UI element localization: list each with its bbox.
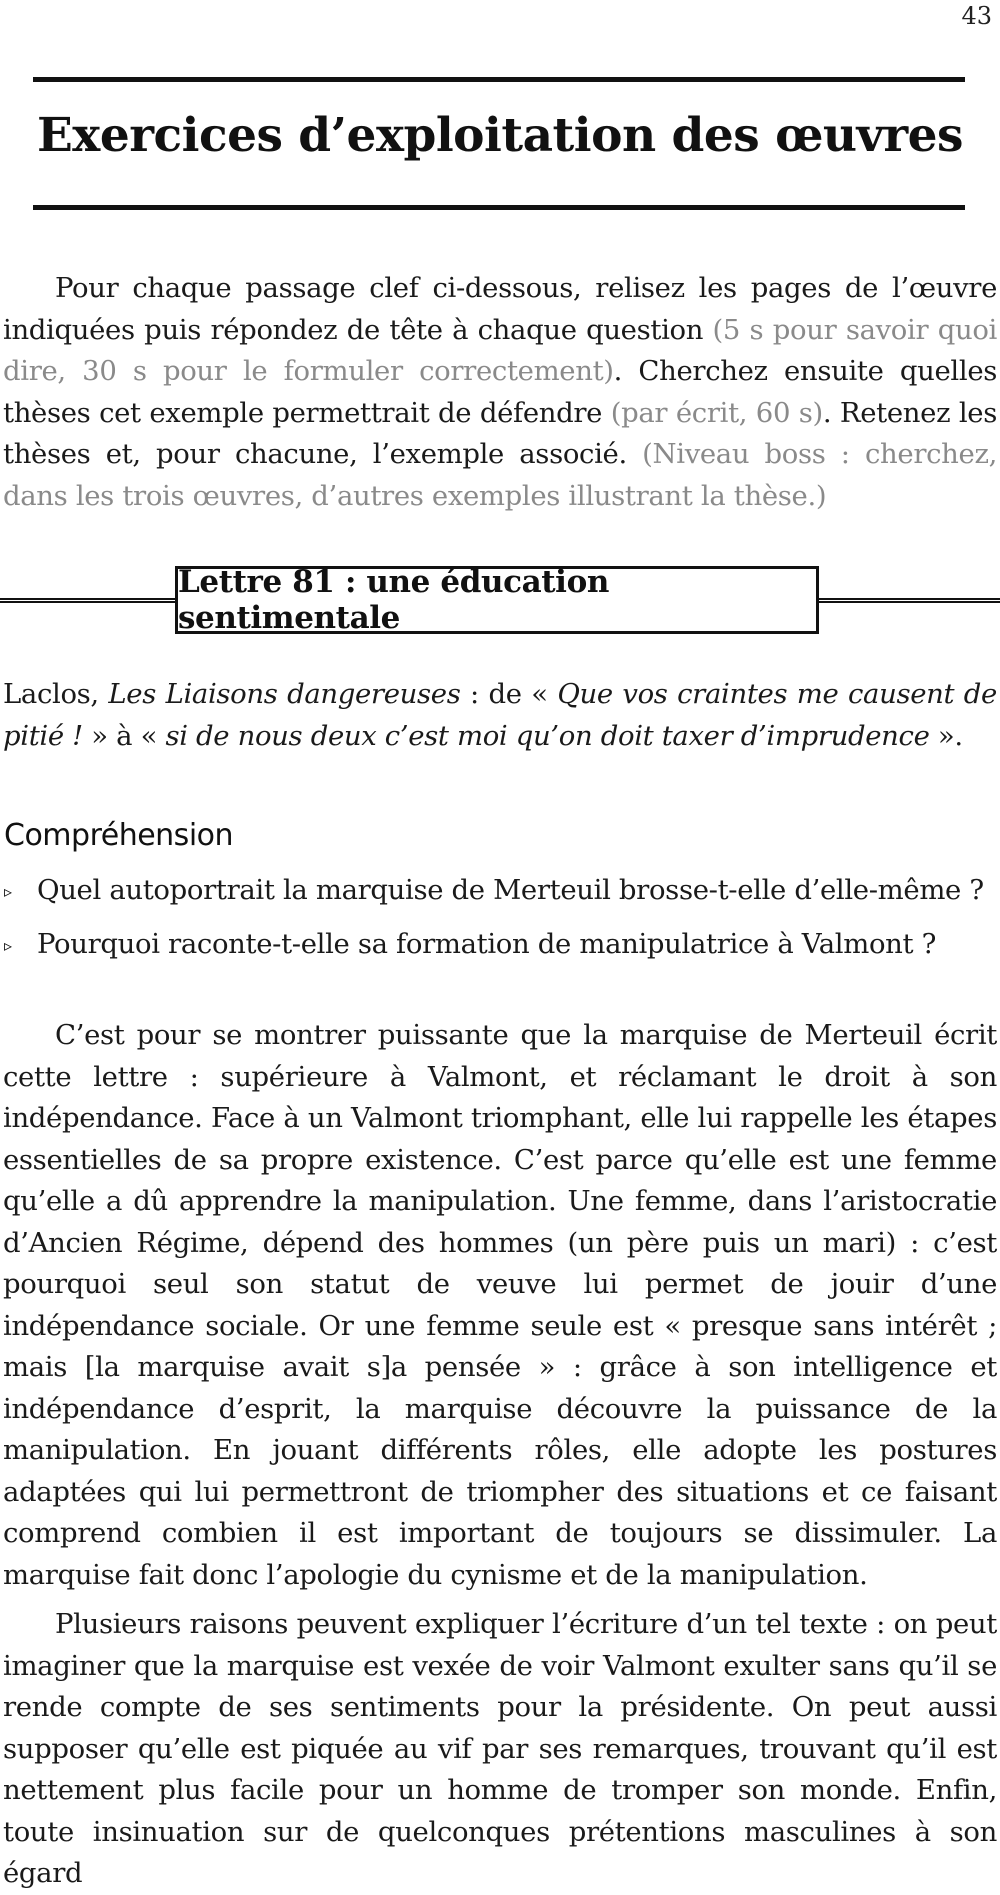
title-rule-bottom [33, 205, 965, 210]
question-text: Quel autoportrait la marquise de Merteuil brosse-t-elle d’elle-même ? [37, 874, 984, 906]
source-author: Laclos, [3, 678, 109, 710]
intro-text-2: . Cherchez ensuite quelles thèses cet exemple permettrait de défendre [3, 355, 997, 429]
comprehension-heading: Compréhension [4, 818, 234, 853]
intro-writing-note: (par écrit, 60 s) [610, 396, 823, 429]
question-text: Pourquoi raconte-t-elle sa formation de manipulatrice à Valmont ? [37, 928, 937, 960]
title-rule-top [33, 77, 965, 82]
source-to: » à « [82, 719, 166, 752]
intro-paragraph [3, 268, 997, 517]
source-closing: ». [929, 719, 963, 752]
body-paragraph-2: Plusieurs raisons peuvent expliquer l’écriture d’un tel texte : on peut imaginer que la marquise est vexée de voir Valmont exulter sans qu’il se rende compte de ses sentiments pour la présidente. On peut aussi supposer qu’elle est piquée au vif par ses remarques, trouvant qu’il est nettement plus facile pour un homme de tromper son monde. Enfin, toute insinuation sur de quelconques prétentions masculines à son égard [3, 1608, 997, 1889]
intro-boss-note: (Niveau boss : cherchez, dans les trois œuvres, d’autres exemples illustrant la thèse.) [3, 438, 997, 512]
question-item [4, 924, 998, 978]
source-reference [3, 674, 997, 757]
question-list [4, 870, 998, 978]
intro-text-3: . Retenez les thèses et, pour chacune, l’exemple associé. [3, 396, 997, 470]
section-title: Lettre 81 : une éducation sentimentale [175, 566, 819, 634]
source-work-title: Les Liaisons dangereuses [108, 678, 461, 710]
section-double-line-right [819, 598, 1000, 603]
source-from: : de « [460, 678, 558, 710]
source-quote-start: Que vos craintes me causent de pitié ! [3, 678, 997, 752]
section-header [0, 566, 1000, 638]
triangle-bullet-icon: ▹ [4, 882, 12, 901]
intro-timing-note: (5 s pour savoir quoi dire, 30 s pour le formuler correctement) [3, 313, 997, 387]
body-paragraph-1: C’est pour se montrer puissante que la marquise de Merteuil écrit cette lettre : supérieure à Valmont, et réclamant le droit à son indépendance. Face à un Valmont triomphant, elle lui rappelle les étapes essentielles de sa propre existence. C’est parce qu’elle est une femme qu’elle a dû apprendre la manipulation. Une femme, dans l’aristocratie d’Ancien Régime, dépend des hommes (un père puis un mari) : c’est pourquoi seul son statut de veuve lui permet de jouir d’une indépendance sociale. Or une femme seule est « presque sans intérêt ; mais [la marquise avait s]a pensée » : grâce à son intelligence et indépendance d’esprit, la marquise découvre la puissance de la manipulation. En jouant différents rôles, elle adopte les postures adaptées qui lui permettront de triompher des situations et ce faisant comprend combien il est important de toujours se dissimuler. La marquise fait donc l’apologie du cynisme et de la manipulation. [3, 1019, 997, 1591]
question-item [4, 870, 998, 924]
chapter-title: Exercices d’exploitation des œuvres [36, 108, 963, 163]
triangle-bullet-icon: ▹ [4, 936, 12, 955]
page-number: 43 [961, 2, 992, 30]
section-double-line-left [0, 598, 175, 603]
intro-text-1: Pour chaque passage clef ci-dessous, relisez les pages de l’œuvre indiquées puis répondez de tête à chaque question [3, 272, 997, 346]
source-quote-end: si de nous deux c’est moi qu’on doit taxer d’imprudence [165, 719, 930, 752]
